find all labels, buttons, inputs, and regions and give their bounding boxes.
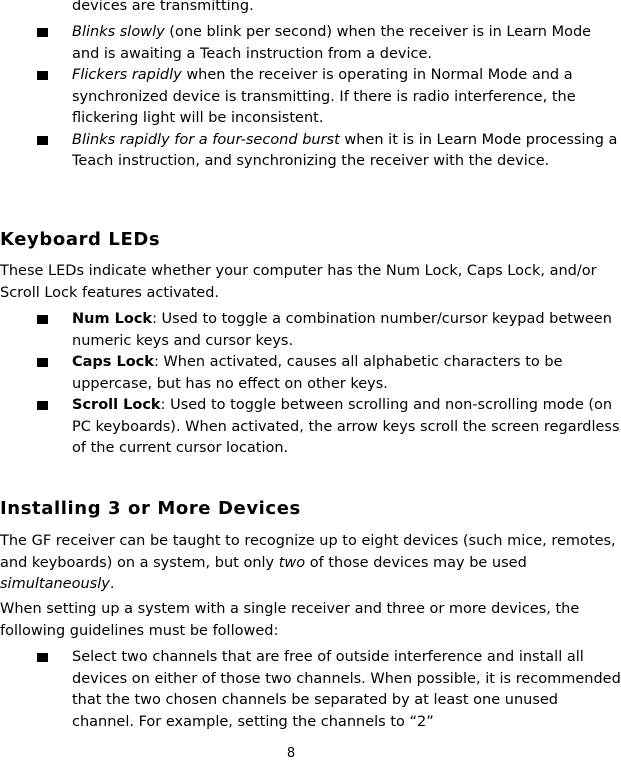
led-behavior-list: [0, 22, 621, 173]
guideline-text: Select two channels that are free of outside interference and install all devices on either of those two channels. When possible, it is recommended that the two chosen channels be separated by at least one unused channel. For example, setting the channels to “2”: [72, 649, 621, 730]
led-description: : When activated, causes all alphabetic characters to be uppercase, but has no effect on other keys.: [72, 354, 563, 392]
bullet-square-icon: [37, 358, 48, 367]
list-item: [0, 309, 621, 352]
list-item: [0, 22, 621, 65]
led-name: Num Lock: [72, 311, 153, 327]
list-item: [0, 65, 621, 130]
section-heading-keyboard-leds: Keyboard LEDs: [0, 229, 161, 250]
led-description: : Used to toggle a combination number/cursor keypad between numeric keys and cursor keys.: [72, 311, 612, 349]
bullet-square-icon: [37, 28, 48, 37]
list-item: [0, 395, 621, 460]
section-heading-installing-devices: Installing 3 or More Devices: [0, 498, 301, 519]
bullet-square-icon: [37, 315, 48, 324]
installing-paragraph-2: When setting up a system with a single receiver and three or more devices, the following guidelines must be followed:: [0, 601, 580, 639]
bullet-square-icon: [37, 71, 48, 80]
keyboard-leds-intro: These LEDs indicate whether your computer has the Num Lock, Caps Lock, and/or Scroll Lock features activated.: [0, 263, 597, 301]
continued-text: [0, 0, 621, 18]
led-state-description: (one blink per second) when the receiver is in Learn Mode and is awaiting a Teach instruction from a device.: [72, 24, 592, 62]
bullet-square-icon: [37, 401, 48, 410]
led-state-description: when the receiver is operating in Normal Mode and a synchronized device is transmitting. If there is radio interference, the flickering light will be inconsistent.: [72, 67, 576, 126]
led-state-term: Blinks rapidly for a four-second burst: [72, 131, 340, 148]
bullet-square-icon: [37, 653, 48, 662]
list-item: [0, 130, 621, 173]
led-state-term: Flickers rapidly: [72, 67, 182, 83]
led-description: : Used to toggle between scrolling and non-scrolling mode (on PC keyboards). When activated, the arrow keys scroll the screen regardless of the current cursor location.: [72, 397, 620, 456]
page-number: 8: [286, 746, 296, 761]
keyboard-leds-list: [0, 309, 621, 460]
bullet-square-icon: [37, 136, 48, 145]
led-state-term: Blinks slowly: [72, 24, 165, 40]
installing-paragraph-1: The GF receiver can be taught to recognize up to eight devices (such mice, remotes, and keyboards) on a system, but only two of those devices may be used simultaneously.: [0, 533, 616, 592]
led-name: Scroll Lock: [72, 397, 161, 413]
led-state-description: when it is in Learn Mode processing a Teach instruction, and synchronizing the receiver with the device.: [72, 131, 618, 169]
installing-guidelines-list: [0, 647, 621, 733]
continued-line: devices are transmitting.: [72, 0, 254, 14]
led-name: Caps Lock: [72, 354, 154, 370]
list-item: [0, 647, 621, 733]
list-item: [0, 352, 621, 395]
